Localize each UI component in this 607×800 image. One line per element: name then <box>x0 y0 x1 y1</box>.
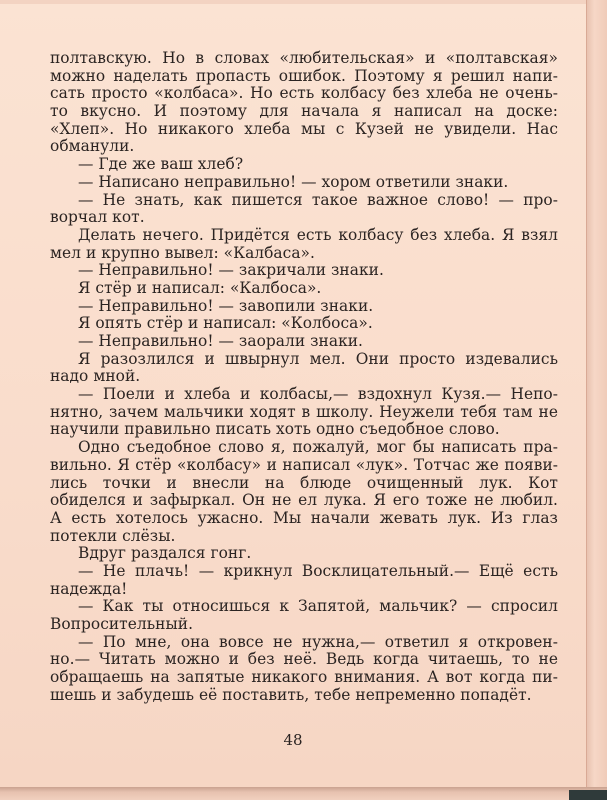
text-line: — Неправильно! — завопили знаки. <box>78 296 374 315</box>
text-line: надо мной. <box>50 367 141 386</box>
text-line: — По мне, она вовсе не нужна,— ответил я откровен- <box>78 632 558 651</box>
text-line: но.— Читать можно и без неё. Ведь когда читаешь, то не <box>50 650 558 669</box>
page-top-edge <box>0 0 586 4</box>
text-line: Делать нечего. Придётся есть колбасу без хлеба. Я взял <box>78 225 558 244</box>
text-line: надежда! <box>50 579 128 598</box>
text-line: ворчал кот. <box>50 208 145 227</box>
text-line: — Не знать, как пишется такое важное слово! — про- <box>78 190 558 209</box>
page-bottom-edge <box>0 787 607 800</box>
text-line: обманули. <box>50 137 135 156</box>
text-line: полтавскую. Но в словах «любительская» и «полтавская» <box>50 49 558 67</box>
text-line: — Поели и хлеба и колбасы,— вздохнул Кузя.— Непо- <box>78 385 558 404</box>
text-line: то вкусно. И поэтому для начала я написал на доске: <box>50 102 558 121</box>
text-line: Я разозлился и швырнул мел. Они просто издевались <box>78 349 558 368</box>
text-line: — Как ты относишься к Запятой, мальчик? — спросил <box>78 597 558 616</box>
text-line: — Где же ваш хлеб? <box>78 155 244 174</box>
text-line: — Не плачь! — крикнул Восклицательный.— Ещё есть <box>78 561 558 580</box>
text-line: сать просто «колбаса». Но есть колбасу без хлеба не очень- <box>50 84 558 103</box>
background-corner <box>569 790 607 800</box>
text-line: научили правильно писать хоть одно съедобное слово. <box>50 420 500 439</box>
page-body-text <box>50 50 558 704</box>
text-line: вильно. Я стёр «колбасу» и написал «лук». Тотчас же появи- <box>50 455 558 474</box>
text-line: Вдруг раздался гонг. <box>78 544 252 563</box>
text-line: — Написано неправильно! — хором ответили знаки. <box>78 172 509 191</box>
text-line: можно наделать пропасть ошибок. Поэтому я решил напи- <box>50 66 558 85</box>
text-line: шешь и забудешь её поставить, тебе непременно попадёт. <box>50 685 532 704</box>
text-line: Я опять стёр и написал: «Колбоса». <box>78 314 373 333</box>
text-line: нятно, зачем мальчики ходят в школу. Неужели тебя там не <box>50 402 558 421</box>
text-line: Вопросительный. <box>50 615 194 633</box>
text-line: Я стёр и написал: «Калбоса». <box>78 278 322 297</box>
text-line: обиделся и зафыркал. Он не ел лука. Я его тоже не любил. <box>50 491 558 510</box>
text-line: А есть хотелось ужасно. Мы начали жевать лук. Из глаз <box>50 508 558 527</box>
text-line: лись точки и внесли на блюде очищенный лук. Кот <box>50 473 558 492</box>
text-line: обращаешь на запятые никакого внимания. А вот когда пи- <box>50 668 558 687</box>
text-line: мел и крупно вывел: «Калбаса». <box>50 243 315 262</box>
text-line: — Неправильно! — закричали знаки. <box>78 261 384 280</box>
text-line: «Хлеп». Но никакого хлеба мы с Кузей не увидели. Нас <box>50 119 558 138</box>
text-line: Одно съедобное слово я, пожалуй, мог бы написать пра- <box>78 438 558 457</box>
page-number: 48 <box>283 731 303 749</box>
text-line: потекли слёзы. <box>50 526 176 545</box>
text-line: — Неправильно! — заорали знаки. <box>78 332 363 350</box>
page-gutter <box>586 0 607 787</box>
